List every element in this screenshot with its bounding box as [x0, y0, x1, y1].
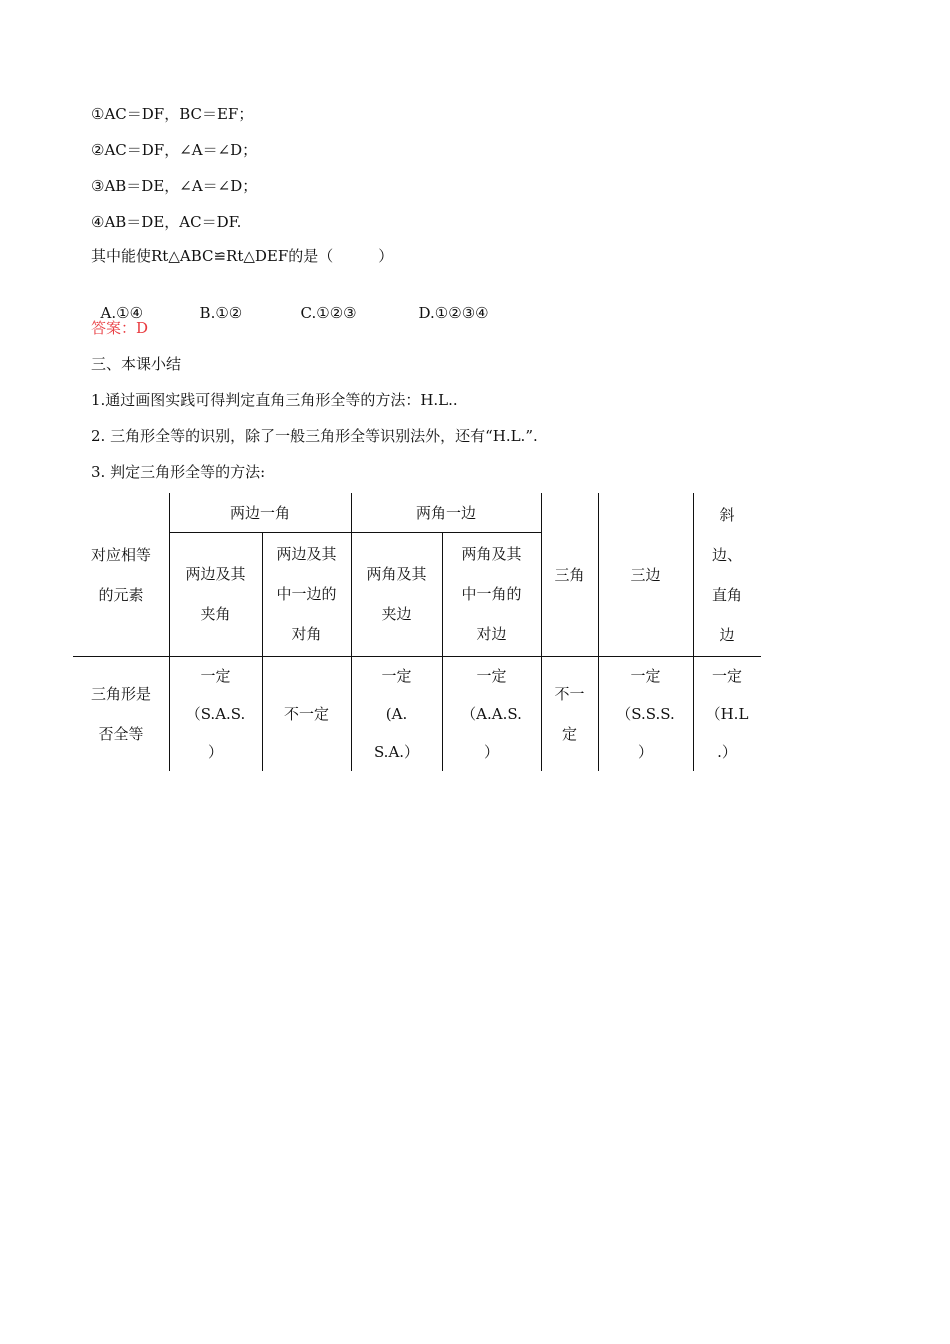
option-c: C.①②③ — [300, 304, 357, 322]
result-aaa: 不一 定 — [554, 684, 585, 743]
result-asa: 一定 (A. S.A.） — [373, 666, 420, 761]
result-aas: 一定 （A.A.S. ） — [461, 666, 522, 761]
section-title: 三、本课小结 — [91, 355, 182, 373]
result-hl: 一定 （H.L .） — [705, 666, 749, 761]
sub-sas: 两边及其 夹角 — [185, 565, 246, 623]
result-ssa: 不一定 — [283, 704, 329, 723]
sub-asa: 两角及其 夹边 — [366, 565, 427, 623]
summary-3: 3. 判定三角形全等的方法: — [91, 463, 266, 481]
condition-2: ②AC＝DF，∠A＝∠D； — [91, 141, 258, 159]
summary-2: 2. 三角形全等的识别，除了一般三角形全等识别法外，还有“H.L.”. — [91, 427, 538, 445]
group-two-angles-one-side: 两角一边 — [415, 503, 476, 522]
row-header-elements: 对应相等 的元素 — [90, 545, 151, 604]
condition-4: ④AB＝DE，AC＝DF. — [91, 213, 242, 231]
condition-3: ③AB＝DE，∠A＝∠D； — [91, 177, 258, 195]
group-two-sides-one-angle: 两边一角 — [229, 503, 290, 522]
options-row — [91, 283, 489, 323]
option-a: A.①④ — [100, 304, 144, 322]
sub-ssa: 两边及其 中一边的 对角 — [276, 545, 337, 643]
col-three-sides: 三边 — [630, 565, 661, 584]
result-sss: 一定 （S.S.S. ） — [616, 666, 675, 761]
option-d: D.①②③④ — [418, 304, 489, 322]
summary-1: 1.通过画图实践可得判定直角三角形全等的方法：H.L.. — [91, 391, 458, 409]
condition-1: ①AC＝DF，BC＝EF； — [91, 105, 254, 123]
col-three-angles: 三角 — [554, 565, 585, 584]
option-b: B.①② — [199, 304, 243, 322]
sub-aas: 两角及其 中一角的 对边 — [461, 545, 522, 643]
row-header-congruent: 三角形是 否全等 — [90, 684, 151, 743]
result-sas: 一定 （S.A.S. ） — [185, 666, 246, 761]
answer-text: 答案：D — [91, 319, 149, 337]
question-text: 其中能使Rt△ABC≌Rt△DEF的是（ ） — [91, 247, 394, 265]
col-hl: 斜 边、 直角 边 — [711, 505, 742, 644]
